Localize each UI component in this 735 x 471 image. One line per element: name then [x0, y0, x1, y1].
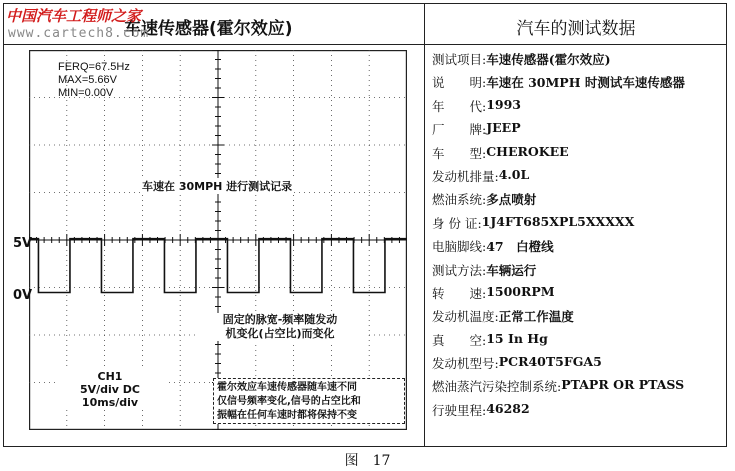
test-data-row — [432, 120, 724, 143]
test-data-row — [432, 50, 724, 73]
test-data-key: 说 明: — [432, 75, 487, 91]
test-data-key: 真 空: — [432, 332, 487, 348]
test-data-row — [432, 354, 724, 377]
test-data-row — [432, 331, 724, 354]
pulse-width-note-line: 机变化(占空比)而变化 — [225, 327, 335, 340]
test-data-value: 正常工作温度 — [498, 309, 574, 325]
level-5v-label: 5V — [13, 236, 33, 251]
test-data-list — [432, 50, 724, 424]
test-data-value: PCR40T5FGA5 — [498, 354, 602, 370]
speed-note: 车速在 30MPH 进行测试记录 — [142, 180, 293, 193]
watermark-brand: 中国汽车工程师之家 — [6, 7, 142, 25]
hall-sensor-note — [213, 378, 405, 424]
test-data-row — [432, 167, 724, 190]
pulse-width-note — [195, 313, 365, 341]
test-data-key: 发动机型号: — [432, 356, 499, 372]
test-data-row — [432, 144, 724, 167]
hall-sensor-note-line: 霍尔效应车速传感器随车速不同 — [217, 382, 357, 393]
test-data-value: 1J4FT685XPL5XXXXX — [481, 213, 635, 229]
test-data-value: 15 In Hg — [486, 330, 548, 346]
test-data-key: 发动机温度: — [432, 309, 499, 325]
test-data-row — [432, 214, 724, 237]
watermark-site: www.cartech8.com — [8, 26, 150, 41]
test-data-value: PTAPR OR PTASS — [561, 377, 685, 393]
channel-name: CH1 — [97, 370, 123, 383]
test-data-value: 47 白橙线 — [486, 239, 554, 255]
test-data-value: 4.0L — [498, 166, 530, 182]
figure-caption: 图 17 — [344, 453, 391, 469]
test-data-value: 1993 — [486, 96, 522, 112]
test-data-value: 车速在 30MPH 时测试车速传感器 — [486, 75, 685, 91]
readout-frequency: FERQ=67.5Hz — [58, 61, 130, 73]
readout-min: MIN=0.00V — [58, 87, 114, 99]
column-divider — [424, 4, 425, 446]
test-data-key: 行驶里程: — [432, 402, 487, 418]
test-data-row — [432, 401, 724, 424]
test-data-row — [432, 284, 724, 307]
test-data-key: 车 型: — [432, 145, 487, 161]
test-data-key: 年 代: — [432, 98, 487, 114]
test-data-key: 发动机排量: — [432, 168, 499, 184]
readout-max: MAX=5.66V — [58, 74, 118, 86]
test-data-key: 转 速: — [432, 285, 487, 301]
pulse-width-note-line: 固定的脉宽-频率随发动 — [222, 313, 338, 326]
data-title: 汽车的测试数据 — [516, 19, 636, 39]
test-data-value: CHEROKEE — [486, 143, 569, 159]
channel-time-div: 10ms/div — [81, 396, 139, 409]
test-data-value: 车速传感器(霍尔效应) — [486, 52, 611, 67]
channel-settings — [55, 370, 165, 409]
test-data-key: 燃油系统: — [432, 192, 487, 208]
test-data-row — [432, 190, 724, 213]
test-data-value: 1500RPM — [486, 283, 555, 299]
channel-volts-div: 5V/div DC — [79, 383, 141, 396]
scope-title: 车速传感器(霍尔效应) — [124, 19, 293, 39]
test-data-row — [432, 261, 724, 284]
test-data-row — [432, 97, 724, 120]
test-data-key: 测试方法: — [432, 262, 487, 278]
test-data-row — [432, 73, 724, 96]
test-data-row — [432, 377, 724, 400]
hall-sensor-note-line: 振幅在任何车速时都将保持不变 — [217, 410, 357, 421]
level-0v-label: 0V — [13, 288, 33, 303]
test-data-key: 电脑脚线: — [432, 239, 487, 255]
hall-sensor-note-line: 仅信号频率变化,信号的占空比和 — [217, 396, 361, 407]
test-data-key: 燃油蒸汽污染控制系统: — [432, 379, 562, 395]
test-data-key: 测试项目: — [432, 52, 487, 67]
test-data-value: 46282 — [486, 400, 530, 416]
test-data-value: JEEP — [486, 120, 521, 136]
scope-readout — [58, 61, 130, 100]
header-divider — [4, 44, 726, 45]
test-data-value: 车辆运行 — [486, 262, 537, 278]
test-data-key: 厂 牌: — [432, 122, 487, 138]
test-data-key: 身 份 证: — [432, 215, 482, 231]
test-data-row — [432, 237, 724, 260]
test-data-value: 多点喷射 — [486, 192, 537, 208]
test-data-row — [432, 307, 724, 330]
